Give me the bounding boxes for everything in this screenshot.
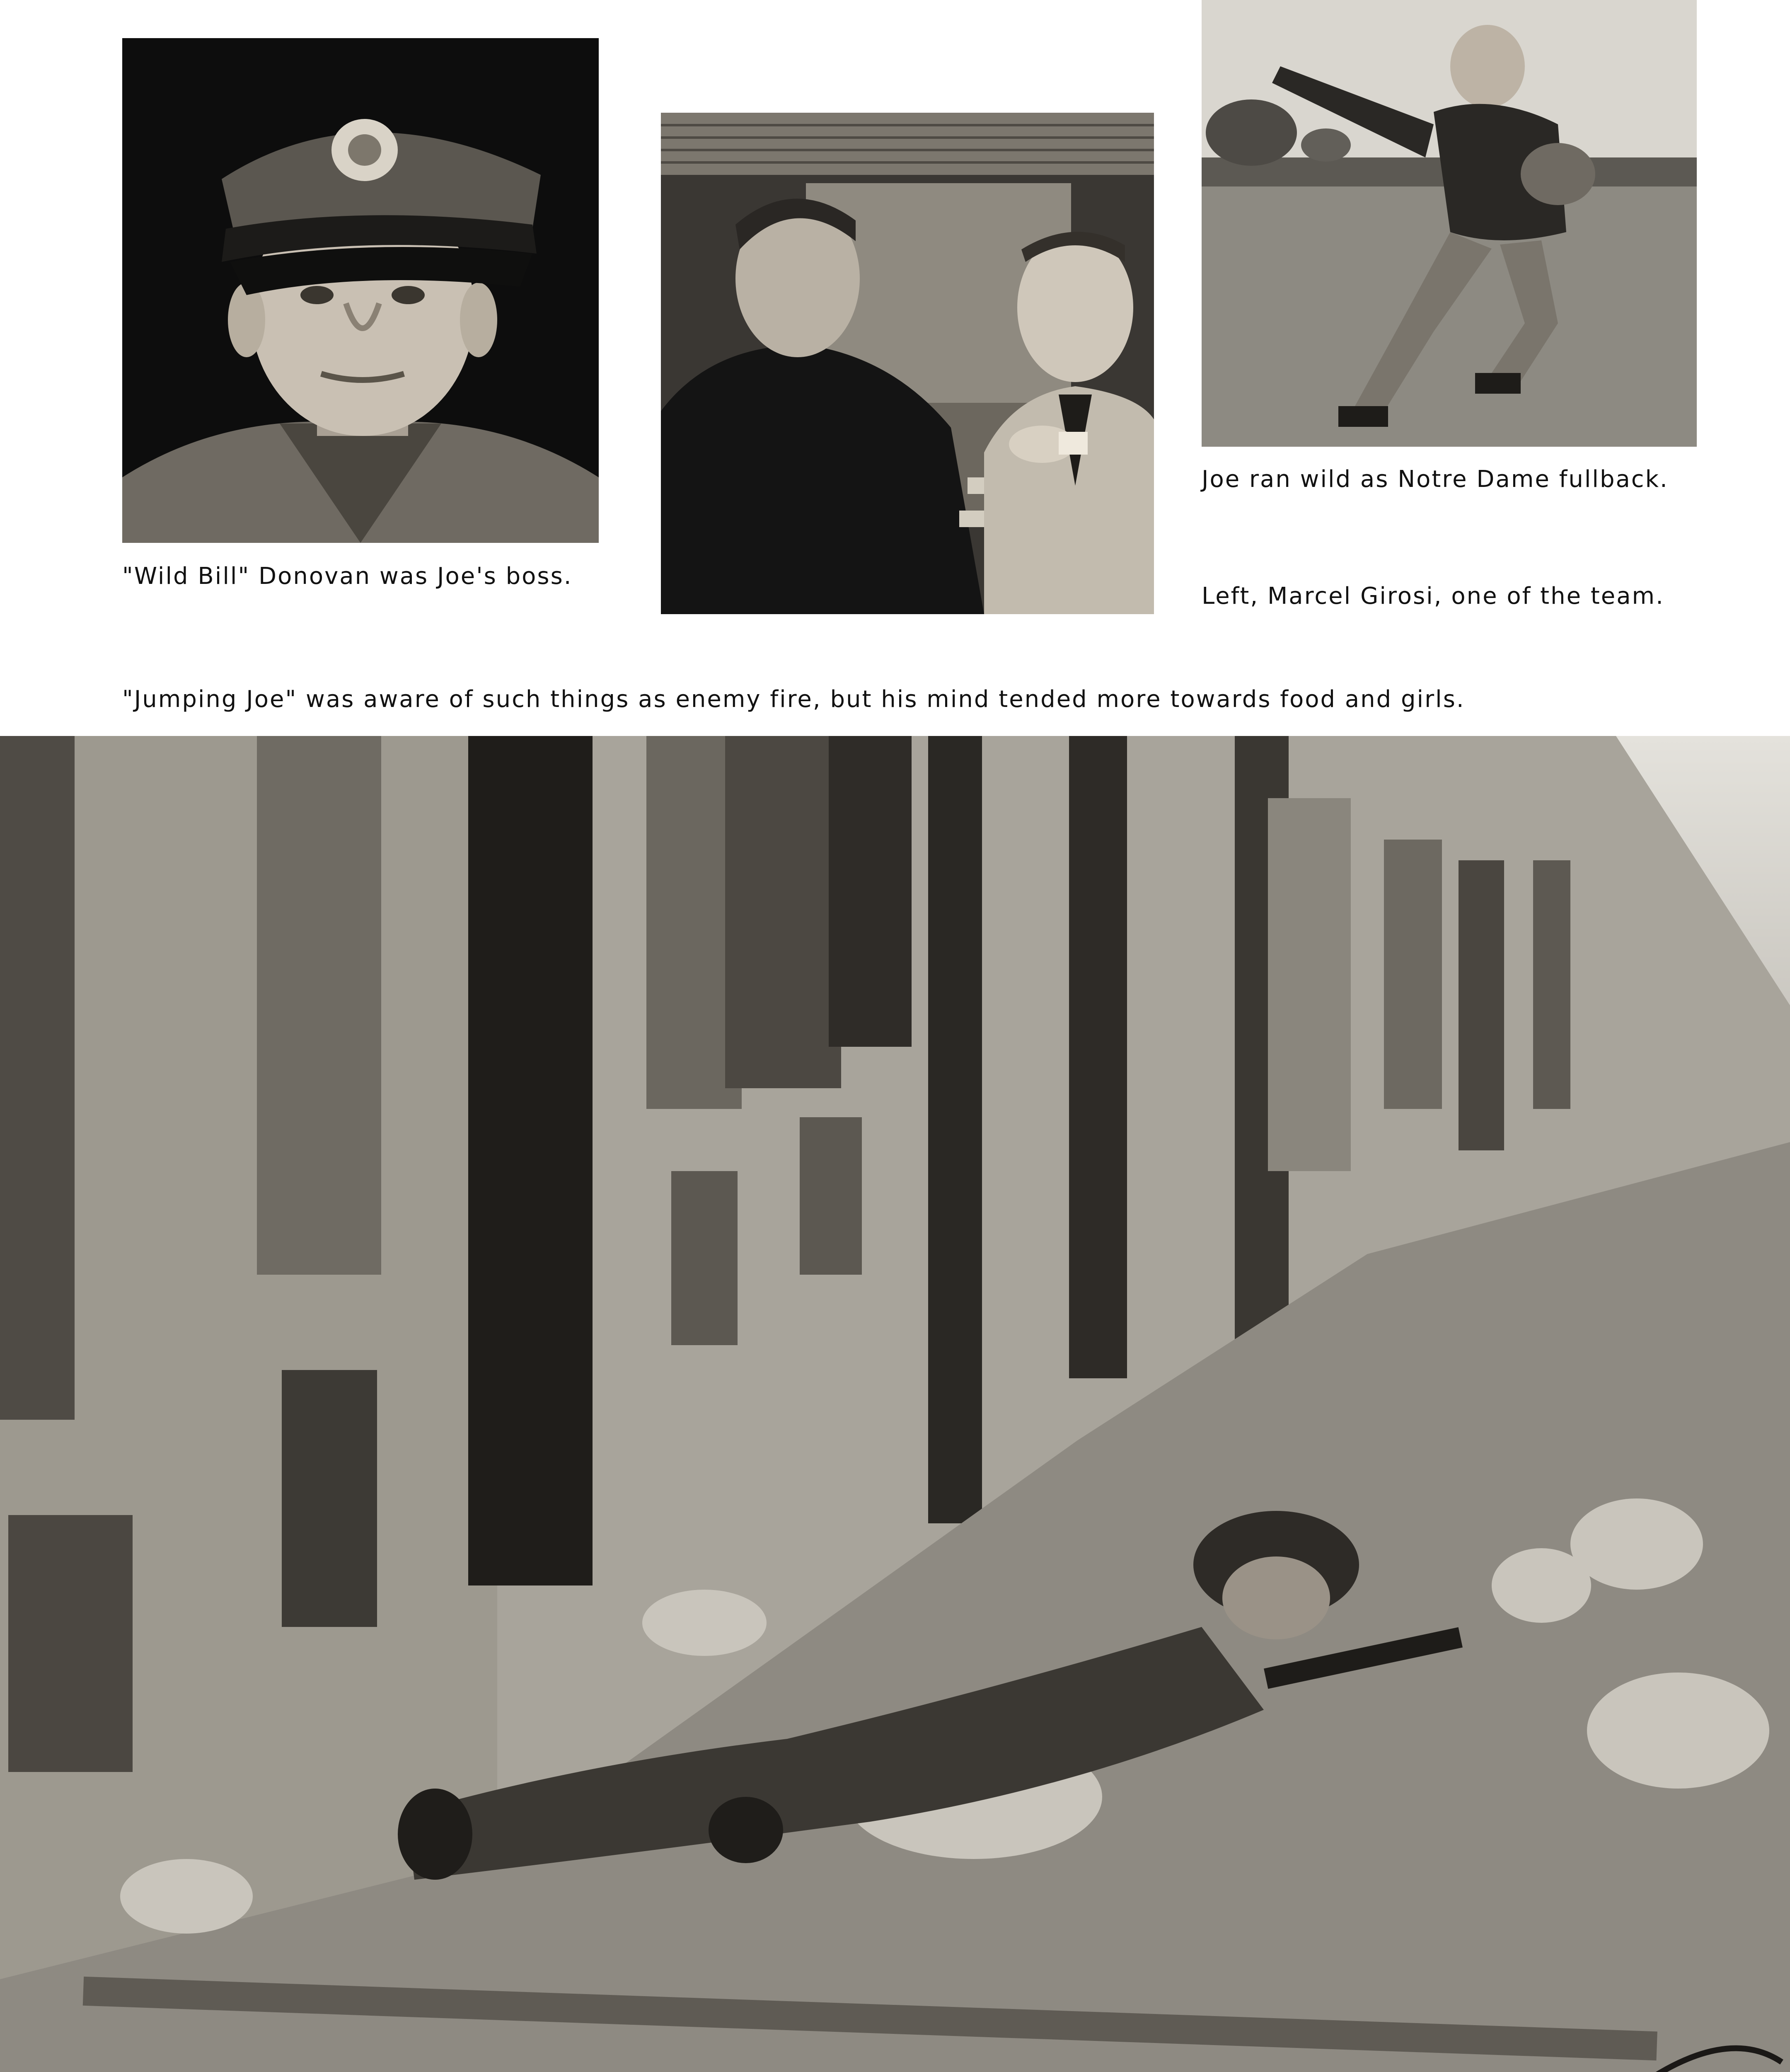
street-battle-photo bbox=[0, 736, 1790, 2072]
street-caption: "Jumping Joe" was aware of such things as enemy fire, but his mind tended more towards food and girls. bbox=[122, 686, 1465, 713]
football-photo bbox=[1202, 0, 1697, 447]
donovan-caption: "Wild Bill" Donovan was Joe's boss. bbox=[122, 563, 573, 590]
award-ceremony-photo bbox=[661, 113, 1154, 614]
award-caption: Left, Marcel Girosi, one of the team. bbox=[1202, 583, 1664, 610]
football-caption: Joe ran wild as Notre Dame fullback. bbox=[1202, 466, 1669, 493]
donovan-portrait-photo bbox=[122, 38, 599, 543]
